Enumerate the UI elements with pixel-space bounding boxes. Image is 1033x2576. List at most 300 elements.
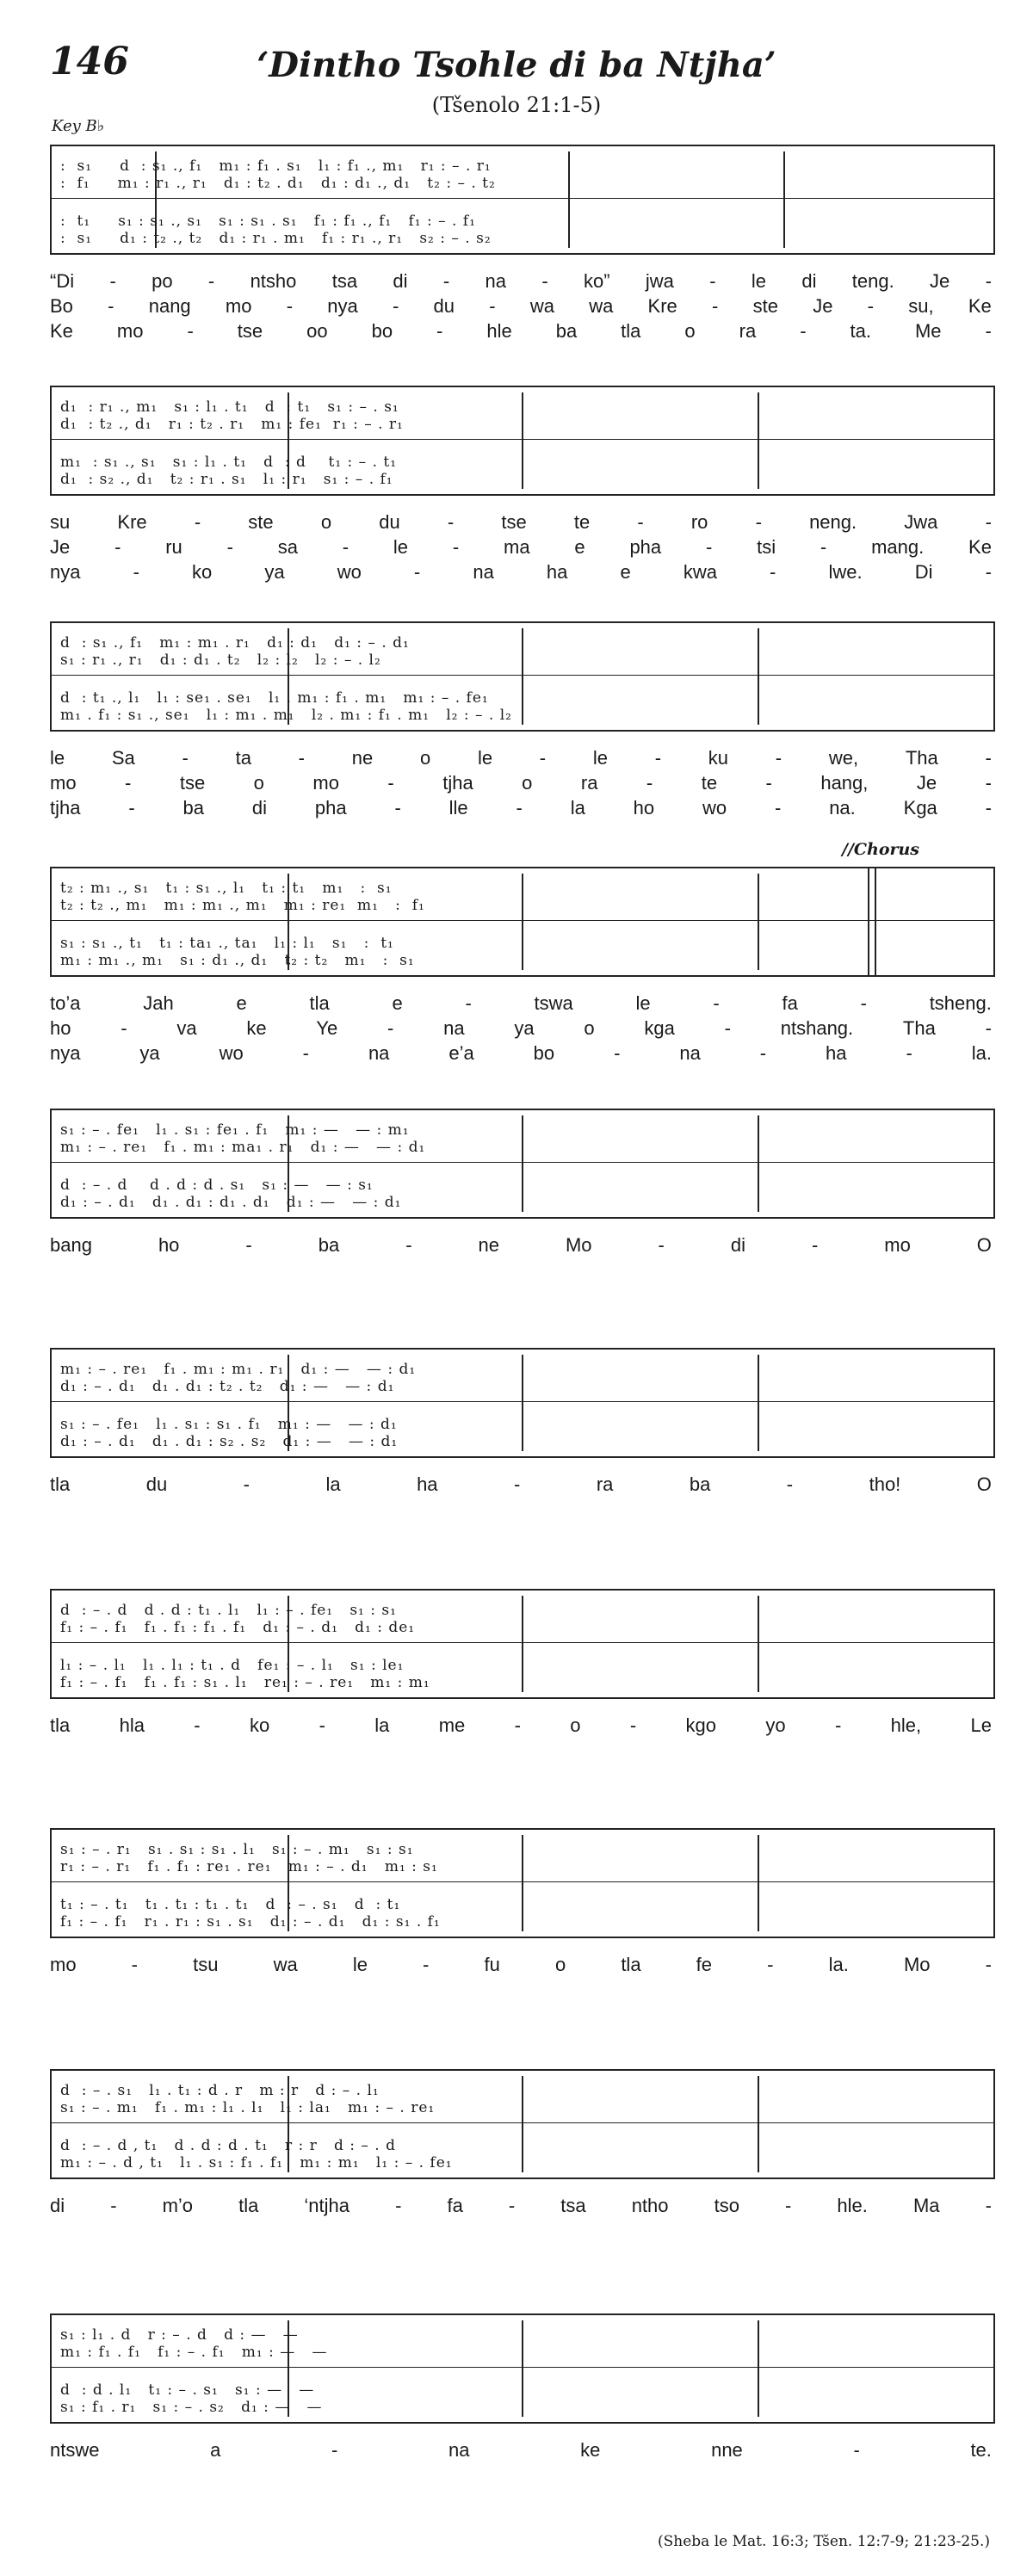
lyric-syllable: tjha [442, 772, 473, 794]
lyric-syllable: o [253, 772, 264, 794]
lyric-syllable: - [709, 270, 716, 292]
lyric-syllable: Jah [143, 992, 174, 1014]
lyric-syllable: Je [813, 295, 833, 317]
lyrics-block [50, 991, 992, 1066]
lyric-syllable: tsa [331, 270, 358, 292]
lyric-syllable: - [125, 772, 132, 794]
lyric-syllable: Tha [902, 1017, 936, 1039]
lyric-syllable: ta. [850, 320, 871, 342]
solfa-voice-line: m₁ : m₁ ., m₁ s₁ : d₁ ., d₁ t₂ : t₂ m₁ : s₁ [60, 952, 415, 969]
lyric-syllable: nang [148, 295, 191, 317]
lyric-syllable: e [620, 561, 631, 583]
lyric-syllable: - [387, 772, 394, 794]
lyric-syllable: fu [484, 1954, 500, 1975]
lyric-syllable: - [413, 561, 421, 583]
lyric-line [50, 795, 992, 820]
lyric-syllable: Mo [565, 1234, 592, 1256]
lyric-syllable: - [614, 1042, 621, 1064]
lyric-syllable: o [419, 747, 431, 769]
lyric-syllable: tswa [534, 992, 573, 1014]
bar-line [522, 1355, 523, 1451]
solfa-voice-line: t₂ : t₂ ., m₁ m₁ : m₁ ., m₁ m₁ : re₁ m₁ : f₁ [60, 897, 425, 914]
solfa-voice-line: s₁ : – . r₁ s₁ . s₁ : s₁ . l₁ s₁ : – . m₁ s₁ : s₁ [60, 1841, 414, 1858]
double-bar-line [868, 868, 876, 975]
lyric-syllable: - [811, 1234, 819, 1256]
lyric-syllable: - [392, 295, 399, 317]
bar-line [758, 2076, 759, 2172]
lyric-syllable: na [368, 1042, 390, 1064]
lyric-syllable: ko [192, 561, 213, 583]
bar-line [522, 392, 523, 489]
lyric-syllable: - [767, 1954, 774, 1975]
lyric-syllable: la [570, 797, 585, 819]
lyric-syllable: - [985, 511, 992, 533]
lyric-syllable: di [50, 2195, 65, 2216]
lyric-syllable: o [320, 511, 332, 533]
lyric-syllable: ro [690, 511, 708, 533]
solfa-voice-line: d : – . d d . d : d . s₁ s₁ : — — : s₁ [60, 1177, 374, 1194]
lyric-syllable: tla [50, 1473, 71, 1495]
lyric-syllable: - [465, 992, 472, 1014]
lyric-syllable: - [834, 1714, 842, 1736]
lyric-syllable: ne [351, 747, 374, 769]
lyric-syllable: - [108, 295, 114, 317]
lyric-syllable: - [226, 536, 233, 558]
lyric-syllable: - [514, 1473, 521, 1495]
lyric-syllable: ba [555, 320, 578, 342]
solfa-voice-line: l₁ : – . l₁ l₁ . l₁ : t₁ . d fe₁ : – . l₁ s₁ : le₁ [60, 1657, 405, 1674]
lyric-syllable: - [243, 1473, 250, 1495]
lyric-syllable: na [485, 270, 506, 292]
lyric-syllable: e [236, 992, 247, 1014]
lyric-syllable: O [976, 1234, 992, 1256]
lyric-line [50, 1952, 992, 1977]
lyric-syllable: - [785, 2195, 792, 2216]
bar-line [522, 1596, 523, 1692]
lyric-syllable: Ke [968, 536, 992, 558]
lyric-syllable: Tha [905, 747, 938, 769]
lyric-syllable: ra [739, 320, 757, 342]
lyrics-block [50, 2437, 992, 2462]
lyrics-block [50, 1472, 992, 1497]
solfa-voice-line: r₁ : – . r₁ f₁ . f₁ : re₁ . re₁ m₁ : – . d₁ m₁ : s₁ [60, 1858, 438, 1875]
lyric-syllable: - [985, 320, 992, 342]
lyric-line [50, 2193, 992, 2218]
lyric-syllable: - [786, 1473, 794, 1495]
lyric-syllable: wa [589, 295, 614, 317]
lyric-syllable: - [286, 295, 294, 317]
lyrics-block [50, 1952, 992, 1977]
lyric-syllable: wa [273, 1954, 298, 1975]
hymn-number: 146 [50, 40, 129, 83]
lyric-syllable: jwa [645, 270, 674, 292]
lyric-syllable: - [387, 1017, 394, 1039]
lyric-syllable: va [176, 1017, 197, 1039]
lyric-syllable: Ke [968, 295, 992, 317]
lyric-syllable: - [342, 536, 349, 558]
solfa-voice-line: f₁ : – . f₁ f₁ . f₁ : f₁ . f₁ d₁ : – . d₁ d₁ : de₁ [60, 1619, 416, 1636]
lyric-syllable: - [712, 295, 719, 317]
lyric-line [50, 559, 992, 584]
lyric-syllable: “Di [50, 270, 75, 292]
bar-line [758, 874, 759, 970]
lyric-syllable: - [637, 511, 644, 533]
lyric-syllable: - [800, 320, 807, 342]
solfa-voice-line: m₁ : s₁ ., s₁ s₁ : l₁ . t₁ d : d t₁ : – . t₁ [60, 454, 398, 471]
tonic-solfa-system [50, 1828, 995, 1938]
tonic-solfa-system [50, 1109, 995, 1219]
key-signature: Key B♭ [52, 117, 105, 135]
lyric-syllable: - [207, 270, 215, 292]
lyric-syllable: ntshang. [780, 1017, 854, 1039]
bar-line [758, 392, 759, 489]
solfa-voice-line: s₁ : f₁ . r₁ s₁ : – . s₂ d₁ : — — [60, 2399, 323, 2416]
lyric-syllable: m’o [162, 2195, 194, 2216]
lyric-syllable: ste [752, 295, 778, 317]
lyric-syllable: - [705, 536, 713, 558]
lyric-syllable: du [145, 1473, 168, 1495]
lyric-syllable: - [654, 747, 662, 769]
lyric-syllable: - [514, 1714, 521, 1736]
lyric-syllable: - [755, 511, 762, 533]
solfa-voice-line: d₁ : – . d₁ d₁ . d₁ : s₂ . s₂ d₁ : — — : d₁ [60, 1433, 399, 1450]
lyric-syllable: e [574, 536, 585, 558]
lyric-syllable: - [182, 747, 189, 769]
lyric-syllable: tsi [757, 536, 776, 558]
bar-line [522, 2076, 523, 2172]
lyric-syllable: - [516, 797, 523, 819]
solfa-voice-line: f₁ : – . f₁ f₁ . f₁ : s₁ . l₁ re₁ : – . re₁ m₁ : m₁ [60, 1674, 430, 1691]
lyric-syllable: ho [633, 797, 655, 819]
solfa-voice-line: t₁ : – . t₁ t₁ . t₁ : t₁ . t₁ d : – . s₁ d : t₁ [60, 1896, 401, 1913]
lyric-syllable: ya [514, 1017, 535, 1039]
tonic-solfa-system [50, 2313, 995, 2424]
lyric-syllable: - [452, 536, 460, 558]
lyric-syllable: - [109, 270, 116, 292]
lyric-syllable: - [128, 797, 135, 819]
solfa-voice-line: : t₁ s₁ : s₁ ., s₁ s₁ : s₁ . s₁ f₁ : f₁ ., f₁ f₁ : – . f₁ [60, 213, 476, 230]
lyric-syllable: mo [50, 1954, 77, 1975]
lyric-syllable: - [867, 295, 874, 317]
lyric-syllable: - [713, 992, 720, 1014]
lyric-syllable: - [489, 295, 496, 317]
lyric-syllable: ntho [631, 2195, 669, 2216]
solfa-voice-line: d : t₁ ., l₁ l₁ : se₁ . se₁ l₁ . m₁ : f₁ . m₁ m₁ : – . fe₁ [60, 689, 489, 707]
solfa-voice-line: d₁ : – . d₁ d₁ . d₁ : t₂ . t₂ d₁ : — — : d₁ [60, 1378, 395, 1395]
lyric-syllable: - [860, 992, 867, 1014]
lyric-syllable: Kga [903, 797, 937, 819]
lyric-syllable: ba [182, 797, 205, 819]
lyric-syllable: - [775, 747, 782, 769]
lyric-line [50, 745, 992, 770]
lyric-syllable: nya [50, 1042, 81, 1064]
solfa-voice-line: s₁ : l₁ . d r : – . d d : — — [60, 2326, 299, 2344]
lyric-syllable: ke [246, 1017, 267, 1039]
lyric-syllable: - [906, 1042, 912, 1064]
lyric-syllable: - [395, 2195, 402, 2216]
lyric-syllable: oo [306, 320, 328, 342]
lyric-syllable: Mo [903, 1954, 931, 1975]
lyric-syllable: Je [50, 536, 71, 558]
bar-line [522, 1835, 523, 1931]
lyrics-block [50, 510, 992, 584]
lyric-syllable: du [379, 511, 400, 533]
lyric-syllable: - [775, 797, 782, 819]
lyric-syllable: wo [702, 797, 727, 819]
lyric-syllable: mo [116, 320, 144, 342]
lyric-syllable: - [131, 1954, 138, 1975]
solfa-voice-line: d : s₁ ., f₁ m₁ : m₁ . r₁ d₁ : d₁ d₁ : – . d₁ [60, 634, 410, 652]
bar-line [522, 2320, 523, 2417]
lyric-syllable: ne [478, 1234, 499, 1256]
lyric-syllable: we, [828, 747, 859, 769]
solfa-voice-line: s₁ : s₁ ., t₁ t₁ : ta₁ ., ta₁ l₁ : l₁ s₁ : t₁ [60, 935, 394, 952]
lyric-syllable: ma [504, 536, 530, 558]
solfa-voice-line: s₁ : – . fe₁ l₁ . s₁ : fe₁ . f₁ m₁ : — — : m₁ [60, 1121, 410, 1139]
lyric-syllable: na. [829, 797, 856, 819]
lyric-syllable: bo [371, 320, 393, 342]
solfa-voice-line: d : – . d d . d : t₁ . l₁ l₁ : – . fe₁ s₁ : s₁ [60, 1602, 397, 1619]
lyric-syllable: ra [580, 772, 598, 794]
lyric-syllable: tso [714, 2195, 739, 2216]
lyric-syllable: mo [884, 1234, 911, 1256]
lyrics-block [50, 2193, 992, 2218]
solfa-voice-line: m₁ : f₁ . f₁ f₁ : – . f₁ m₁ : — — [60, 2344, 328, 2361]
lyric-syllable: me [438, 1714, 466, 1736]
lyric-syllable: Sa [111, 747, 135, 769]
lyric-syllable: kga [644, 1017, 675, 1039]
lyric-syllable: - [187, 320, 194, 342]
lyric-syllable: - [770, 561, 776, 583]
lyric-syllable: la [325, 1473, 341, 1495]
bar-line [522, 1115, 523, 1212]
lyric-syllable: ya [264, 561, 285, 583]
lyric-syllable: ba [689, 1473, 711, 1495]
lyric-syllable: hle, [890, 1714, 922, 1736]
lyric-syllable: ko [249, 1714, 270, 1736]
lyric-syllable: su, [908, 295, 934, 317]
tonic-solfa-system [50, 386, 995, 496]
lyric-syllable: - [985, 772, 992, 794]
lyric-syllable: ta [235, 747, 251, 769]
tonic-solfa-system [50, 621, 995, 732]
lyric-syllable: ntsho [250, 270, 297, 292]
lyric-syllable: di [730, 1234, 745, 1256]
lyric-syllable: Je [916, 772, 937, 794]
solfa-voice-line: s₁ : – . fe₁ l₁ . s₁ : s₁ . f₁ m₁ : — — : d₁ [60, 1416, 398, 1433]
lyric-syllable: O [976, 1473, 992, 1495]
lyric-syllable: ba [318, 1234, 340, 1256]
lyric-line [50, 510, 992, 534]
lyric-syllable: lwe. [828, 561, 863, 583]
lyric-syllable: - [245, 1234, 252, 1256]
lyric-syllable: ha [546, 561, 568, 583]
lyric-syllable: - [759, 1042, 767, 1064]
lyric-syllable: Me [914, 320, 942, 342]
lyric-syllable: le [592, 747, 608, 769]
lyric-syllable: mang. [871, 536, 925, 558]
lyric-syllable: tse [179, 772, 206, 794]
lyric-syllable: tsa [560, 2195, 586, 2216]
lyric-syllable: yo [765, 1714, 786, 1736]
lyric-syllable: ha [417, 1473, 438, 1495]
lyric-syllable: le [751, 270, 766, 292]
lyric-syllable: su [50, 511, 71, 533]
lyric-syllable: hang, [820, 772, 869, 794]
lyric-syllable: - [508, 2195, 516, 2216]
lyric-syllable: mo [312, 772, 339, 794]
lyric-syllable: wo [219, 1042, 244, 1064]
lyric-syllable: ko” [583, 270, 610, 292]
lyric-syllable: - [539, 747, 547, 769]
lyric-syllable: - [985, 1954, 992, 1975]
solfa-voice-line: f₁ : – . f₁ r₁ . r₁ : s₁ . s₁ d₁ : – . d₁ d₁ : s₁ . f₁ [60, 1913, 441, 1930]
solfa-voice-line: s₁ : – . m₁ f₁ . m₁ : l₁ . l₁ l₁ : la₁ m₁ : – . re₁ [60, 2099, 436, 2116]
bar-line [783, 151, 785, 248]
lyric-line [50, 1472, 992, 1497]
bar-line [758, 1835, 759, 1931]
lyric-syllable: du [433, 295, 455, 317]
lyric-syllable: pha [314, 797, 347, 819]
lyric-syllable: fa [447, 2195, 463, 2216]
lyric-line [50, 534, 992, 559]
lyric-syllable: ru [165, 536, 182, 558]
lyric-syllable: ya [139, 1042, 160, 1064]
lyric-syllable: - [194, 1714, 201, 1736]
solfa-voice-line: d₁ : t₂ ., d₁ r₁ : t₂ . r₁ m₁ : fe₁ r₁ : – . r₁ [60, 416, 404, 433]
lyric-syllable: - [436, 320, 443, 342]
lyric-syllable: ntswe [50, 2439, 100, 2461]
bar-line [758, 2320, 759, 2417]
solfa-voice-line: t₂ : m₁ ., s₁ t₁ : s₁ ., l₁ t₁ : t₁ m₁ : s₁ [60, 880, 393, 897]
voice-divider [52, 198, 993, 199]
lyric-syllable: - [110, 2195, 117, 2216]
lyric-syllable: - [853, 2439, 860, 2461]
lyric-syllable: nya [50, 561, 81, 583]
lyric-syllable: Di [914, 561, 933, 583]
lyric-syllable: le [393, 536, 409, 558]
lyric-syllable: to’a [50, 992, 81, 1014]
bar-line [758, 1596, 759, 1692]
lyric-syllable: ha [826, 1042, 847, 1064]
solfa-voice-line: d₁ : s₂ ., d₁ t₂ : r₁ . s₁ l₁ : r₁ s₁ : – . f₁ [60, 471, 393, 488]
lyric-syllable: tla [50, 1714, 71, 1736]
lyric-syllable: o [570, 1714, 581, 1736]
lyric-syllable: pha [629, 536, 662, 558]
lyric-line [50, 1041, 992, 1066]
lyric-syllable: teng. [851, 270, 894, 292]
lyric-syllable: - [319, 1714, 325, 1736]
lyric-syllable: - [423, 1954, 430, 1975]
lyrics-block [50, 1713, 992, 1738]
lyric-syllable: mo [225, 295, 252, 317]
lyric-syllable: - [985, 797, 992, 819]
lyric-syllable: ‘ntjha [304, 2195, 349, 2216]
lyric-syllable: o [584, 1017, 595, 1039]
lyric-syllable: hla [119, 1714, 145, 1736]
lyric-syllable: - [121, 1017, 127, 1039]
lyric-syllable: tla [621, 1954, 641, 1975]
tonic-solfa-system [50, 1348, 995, 1458]
tonic-solfa-system [50, 145, 995, 255]
lyric-syllable: Jwa [904, 511, 938, 533]
bar-line [522, 628, 523, 725]
lyric-syllable: Bo [50, 295, 73, 317]
lyric-syllable: - [985, 1017, 992, 1039]
lyric-syllable: nya [327, 295, 358, 317]
lyric-syllable: ste [248, 511, 274, 533]
lyric-syllable: na [679, 1042, 701, 1064]
lyric-syllable: ho [158, 1234, 180, 1256]
lyric-syllable: Kre [647, 295, 677, 317]
lyric-syllable: wo [337, 561, 362, 583]
lyric-syllable: o [684, 320, 696, 342]
bar-line [758, 628, 759, 725]
bar-line [568, 151, 570, 248]
lyric-syllable: tla [309, 992, 330, 1014]
hymn-title: ‘Dintho Tsohle di ba Ntjha’ [257, 45, 776, 85]
lyric-syllable: le [352, 1954, 368, 1975]
lyric-syllable: - [658, 1234, 665, 1256]
bar-line [758, 1355, 759, 1451]
lyric-syllable: hle. [837, 2195, 868, 2216]
lyric-syllable: - [985, 270, 992, 292]
solfa-voice-line: d₁ : – . d₁ d₁ . d₁ : d₁ . d₁ d₁ : — — : d₁ [60, 1194, 402, 1211]
lyric-syllable: bang [50, 1234, 92, 1256]
solfa-voice-line: m₁ : – . re₁ f₁ . m₁ : m₁ . r₁ d₁ : — — : d₁ [60, 1361, 417, 1378]
lyric-syllable: - [442, 270, 450, 292]
lyric-syllable: le [635, 992, 651, 1014]
footer-reference: (Sheba le Mat. 16:3; Tšen. 12:7-9; 21:23-25.) [657, 2533, 990, 2550]
lyric-syllable: - [405, 1234, 412, 1256]
lyric-syllable: kgo [685, 1714, 717, 1736]
lyric-line [50, 1016, 992, 1041]
lyric-syllable: o [522, 772, 533, 794]
lyric-syllable: e’a [448, 1042, 474, 1064]
lyric-syllable: Ke [50, 320, 73, 342]
lyric-syllable: ku [708, 747, 729, 769]
lyrics-block [50, 1232, 992, 1257]
solfa-voice-line: d : – . s₁ l₁ . t₁ : d . r m : r d : – . l₁ [60, 2082, 380, 2099]
lyric-syllable: tse [237, 320, 263, 342]
solfa-voice-line: : f₁ m₁ : r₁ ., r₁ d₁ : t₂ . d₁ d₁ : d₁ ., d₁ t₂ : – . t₂ [60, 175, 496, 192]
lyric-syllable: te [701, 772, 718, 794]
lyric-syllable: Je [930, 270, 950, 292]
lyric-syllable: nne [711, 2439, 743, 2461]
tonic-solfa-system [50, 867, 995, 977]
lyrics-block [50, 269, 992, 343]
lyric-syllable: po [152, 270, 173, 292]
tonic-solfa-system [50, 1589, 995, 1699]
lyric-syllable: di [251, 797, 267, 819]
lyric-syllable: la. [971, 1042, 992, 1064]
solfa-voice-line: d : d . l₁ t₁ : – . s₁ s₁ : — — [60, 2381, 315, 2399]
lyric-syllable: - [331, 2439, 338, 2461]
lyric-syllable: - [541, 270, 548, 292]
lyric-syllable: ke [580, 2439, 601, 2461]
lyric-syllable: a [210, 2439, 221, 2461]
lyric-syllable: di [393, 270, 408, 292]
lyric-syllable: wa [529, 295, 554, 317]
lyric-syllable: - [133, 561, 139, 583]
solfa-voice-line: : s₁ d₁ : t₂ ., t₂ d₁ : r₁ . m₁ f₁ : r₁ ., r₁ s₂ : – . s₂ [60, 230, 492, 247]
lyric-syllable: - [194, 511, 201, 533]
lyric-syllable: le [477, 747, 493, 769]
bar-line [522, 874, 523, 970]
lyric-syllable: tjha [50, 797, 81, 819]
lyric-syllable: - [985, 561, 992, 583]
lyric-syllable: la. [828, 1954, 849, 1975]
